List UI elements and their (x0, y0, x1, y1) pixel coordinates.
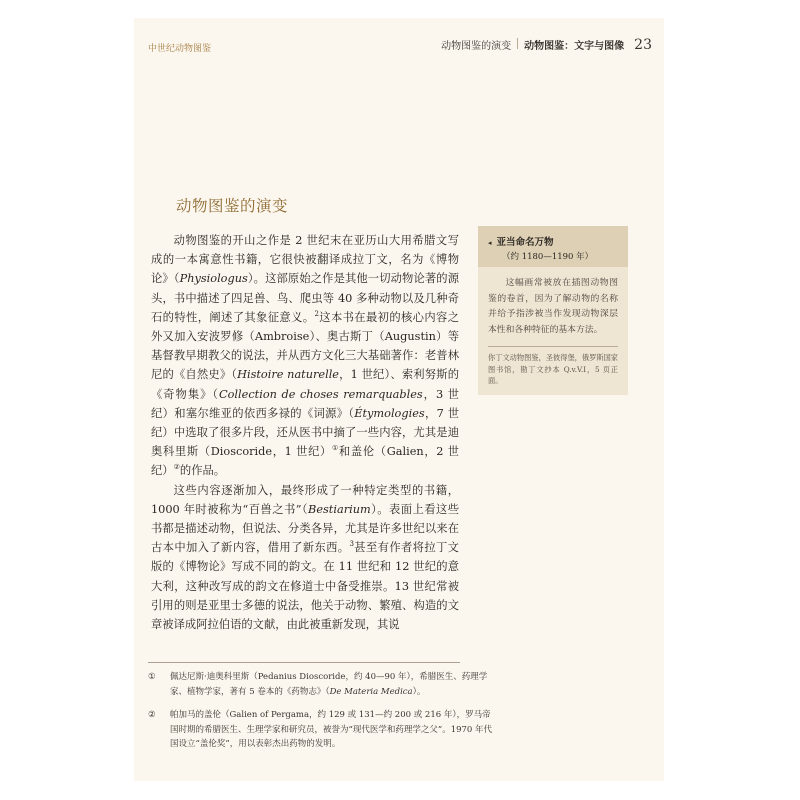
running-header-section: 动物图鉴的演变 (441, 41, 512, 52)
sidebar-body (478, 267, 628, 395)
sidebar-box (478, 226, 628, 395)
triangle-left-icon: ◂ (488, 239, 492, 247)
sidebar-date: （约 1180—1190 年） (502, 252, 594, 262)
footnote-text: 佩达尼斯·迪奥科里斯（Pedanius Dioscoride，约 40—90 年），希腊医生、药理学家、植物学家，著有 5 卷本的《药物志》（De Materia Medica）。 (170, 672, 488, 697)
paragraph-1: 动物图鉴的开山之作是 2 世纪末在亚历山大用希腊文写成的一本寓意性书籍，它很快被翻译成拉丁文，名为《博物论》（Physiologus）。这部原始之作是其他一切动物论著的源头，书中描述了四足兽、鸟、爬虫等 40 多种动物以及几种奇石的特性，阐述了其象征意义。$^2$这本书在最初的核心内容之外又加入安波罗修（Ambroise）、奥古斯丁（Augustin）等基督教早期教父的说法，并从西方文化三大基础著作：老普林尼的《自然史》（Histoire naturelle，1 世纪）、索利努斯的《奇物集》（Collection de choses remarquables，3 世纪）和塞尔维亚的依西多禄的《词源》（Étymologies，7 世纪）中选取了很多片段，还从医书中摘了一些内容，尤其是迪奥科里斯（Dioscoride，1 世纪）①和盖伦（Galien，2 世纪）②的作品。 (151, 234, 460, 478)
footnote-ref: ② (173, 463, 180, 472)
sidebar-divider (488, 346, 618, 347)
section-title: 动物图鉴的演变 (176, 197, 289, 215)
sidebar-text: 这幅画常被放在插图动物图鉴的卷首，因为了解动物的名称并给予指涉被当作发现动物深层本性和各种特征的基本方法。 (488, 278, 618, 335)
running-header-right (441, 37, 652, 53)
book-page (134, 18, 664, 781)
sidebar-caption: 你丁文动物图鉴，圣彼得堡，俄罗斯国家图书馆，勘丁文抄本 Q.v.V.I，5 页正面。 (488, 353, 618, 385)
footnote-mark: ① (148, 672, 156, 682)
footnote-1 (148, 670, 498, 699)
sidebar-title: 亚当命名万物 (496, 237, 554, 248)
page-number: 23 (634, 37, 652, 53)
footnote-ref: 3 (349, 540, 354, 549)
sidebar-header (478, 226, 628, 267)
footnote-divider (148, 662, 460, 663)
running-header-book-title: 中世纪动物图鉴 (148, 44, 212, 54)
footnote-mark: ② (148, 710, 156, 720)
header-divider (517, 38, 518, 49)
footnote-text: 帕加马的盖伦（Galien of Pergama，约 129 或 131—约 200 或 216 年），罗马帝国时期的希腊医生、生理学家和研究员，被誉为“现代医学和药理学之父”。1970 年代国设立“盖伦奖”，用以表彰杰出药物的发明。 (170, 710, 493, 749)
footnote-2 (148, 708, 498, 752)
body-text (151, 231, 459, 634)
paragraph-2: 这些内容逐渐加入，最终形成了一种特定类型的书籍，1000 年时被称为“百兽之书”（Bestiarium）。表面上看这些书都是描述动物，但说法、分类各异，尤其是许多世纪以来在古本中加入了新内容，借用了新东西。$^3$甚至有作者将拉丁文版的《博物论》写成不同的韵文。在 11 世纪和 12 世纪的意大利，这种改写成的韵文在修道士中备受推崇。13 世纪常被引用的则是亚里士多德的说法，他关于动物、繁殖、构造的文章被译成阿拉伯语的文献，由此被重新发现，其说 (151, 483, 459, 632)
running-header-chapter: 动物图鉴：文字与图像 (524, 41, 625, 52)
footnote-ref: ① (331, 444, 339, 453)
footnote-ref: 2 (314, 310, 319, 319)
